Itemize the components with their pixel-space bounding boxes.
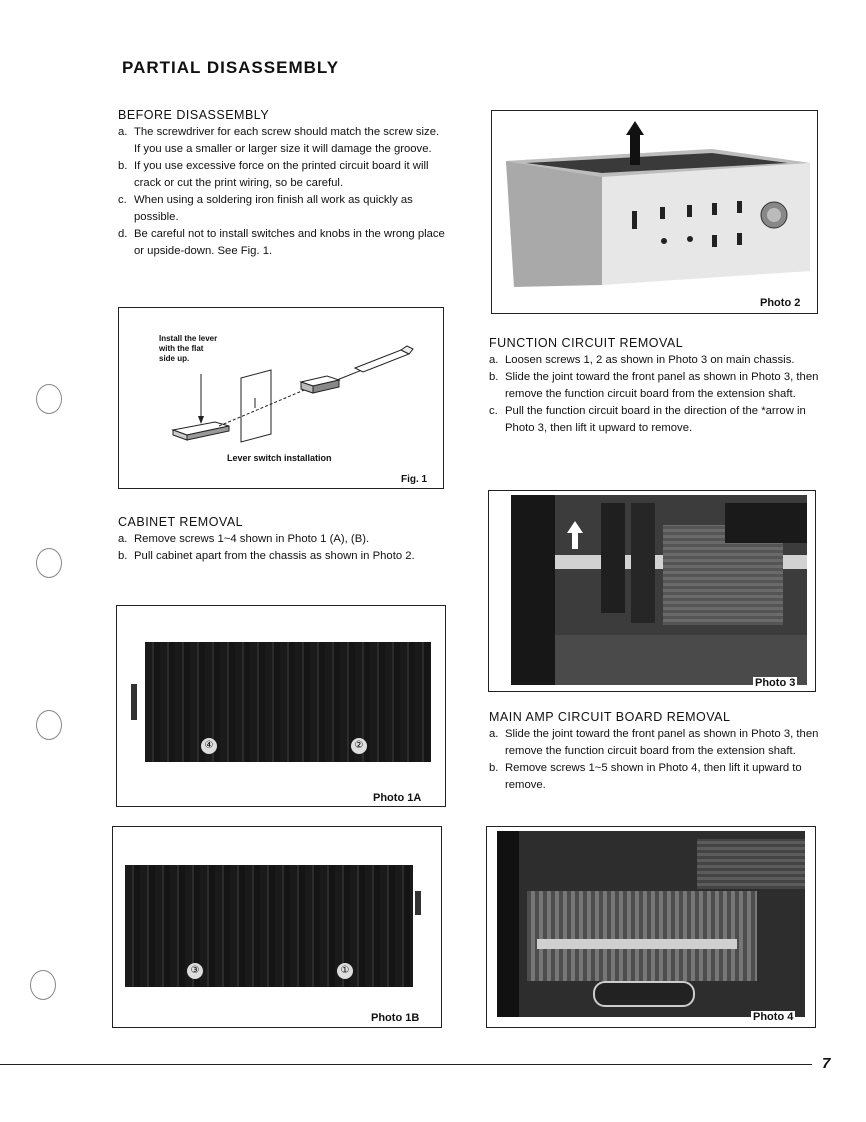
punch-hole — [30, 970, 56, 1000]
photo-2-label: Photo 2 — [760, 297, 801, 309]
photo-1a-image — [145, 642, 431, 762]
footer-rule — [0, 1064, 812, 1065]
list-item: b. Remove screws 1~5 shown in Photo 4, then lift it upward to remove. — [489, 762, 802, 791]
cabinet-section — [118, 515, 446, 565]
before-section — [118, 108, 446, 260]
chassis-edge — [131, 684, 137, 720]
mainamp-heading: MAIN AMP CIRCUIT BOARD REMOVAL — [489, 710, 731, 724]
lever-switch-diagram — [119, 308, 445, 458]
photo-3-label: Photo 3 — [755, 677, 796, 689]
list-item: a. Remove screws 1~4 shown in Photo 1 (A), (B). — [118, 533, 370, 545]
chassis-edge — [415, 891, 421, 915]
photo-2-image — [492, 111, 817, 297]
screw-marker: ② — [351, 738, 367, 754]
before-list — [118, 124, 446, 260]
photo-3-frame — [488, 490, 816, 692]
photo-4-frame — [486, 826, 816, 1028]
fig1-label: Fig. 1 — [401, 474, 428, 485]
figure-1 — [118, 307, 444, 489]
page-number: 7 — [822, 1055, 831, 1072]
list-item: c. Pull the function circuit board in the direction of the *arrow in Photo 3, then lift it upward to remove. — [489, 405, 806, 434]
list-item: b. Pull cabinet apart from the chassis as shown in Photo 2. — [118, 550, 415, 562]
photo-1a-label: Photo 1A — [373, 792, 422, 804]
screw-marker: ③ — [187, 963, 203, 979]
photo-3-image — [511, 495, 807, 685]
cabinet-list — [118, 531, 446, 565]
mainamp-list — [489, 726, 819, 794]
list-item: b. Slide the joint toward the front panel as shown in Photo 3, then remove the function circuit board from the extension shaft. — [489, 371, 819, 400]
cabinet-heading: CABINET REMOVAL — [118, 515, 244, 529]
function-heading: FUNCTION CIRCUIT REMOVAL — [489, 336, 684, 350]
photo-4-image — [497, 831, 805, 1017]
list-item: a. Slide the joint toward the front panel as shown in Photo 3, then remove the function circuit board from the extension shaft. — [489, 728, 819, 757]
list-item: a. The screwdriver for each screw should match the screw size. If you use a smaller or larger size it will damage the groove. — [118, 126, 440, 155]
punch-hole — [36, 710, 62, 740]
punch-hole — [36, 384, 62, 414]
photo-2-frame — [491, 110, 818, 314]
photo-1b-frame — [112, 826, 442, 1028]
list-item: a. Loosen screws 1, 2 as shown in Photo 3 on main chassis. — [489, 354, 795, 366]
mainamp-section — [489, 710, 819, 794]
function-list — [489, 352, 819, 437]
list-item: b. If you use excessive force on the printed circuit board it will crack or cut the print wiring, so be careful. — [118, 160, 429, 189]
before-heading: BEFORE DISASSEMBLY — [118, 108, 270, 122]
fig1-note: Install the lever with the flat side up. — [159, 334, 218, 363]
fig1-caption: Lever switch installation — [227, 453, 332, 463]
screw-marker: ① — [337, 963, 353, 979]
page-title: PARTIAL DISASSEMBLY — [122, 58, 340, 77]
punch-hole — [36, 548, 62, 578]
list-item: c. When using a soldering iron finish all work as quickly as possible. — [118, 194, 413, 223]
photo-4-label: Photo 4 — [753, 1011, 794, 1023]
screw-marker: ④ — [201, 738, 217, 754]
function-section — [489, 336, 819, 437]
photo-1a-frame — [116, 605, 446, 807]
list-item: d. Be careful not to install switches and knobs in the wrong place or upside-down. See Fig. 1. — [118, 228, 445, 257]
photo-1b-image — [125, 865, 413, 987]
photo-1b-label: Photo 1B — [371, 1012, 420, 1024]
